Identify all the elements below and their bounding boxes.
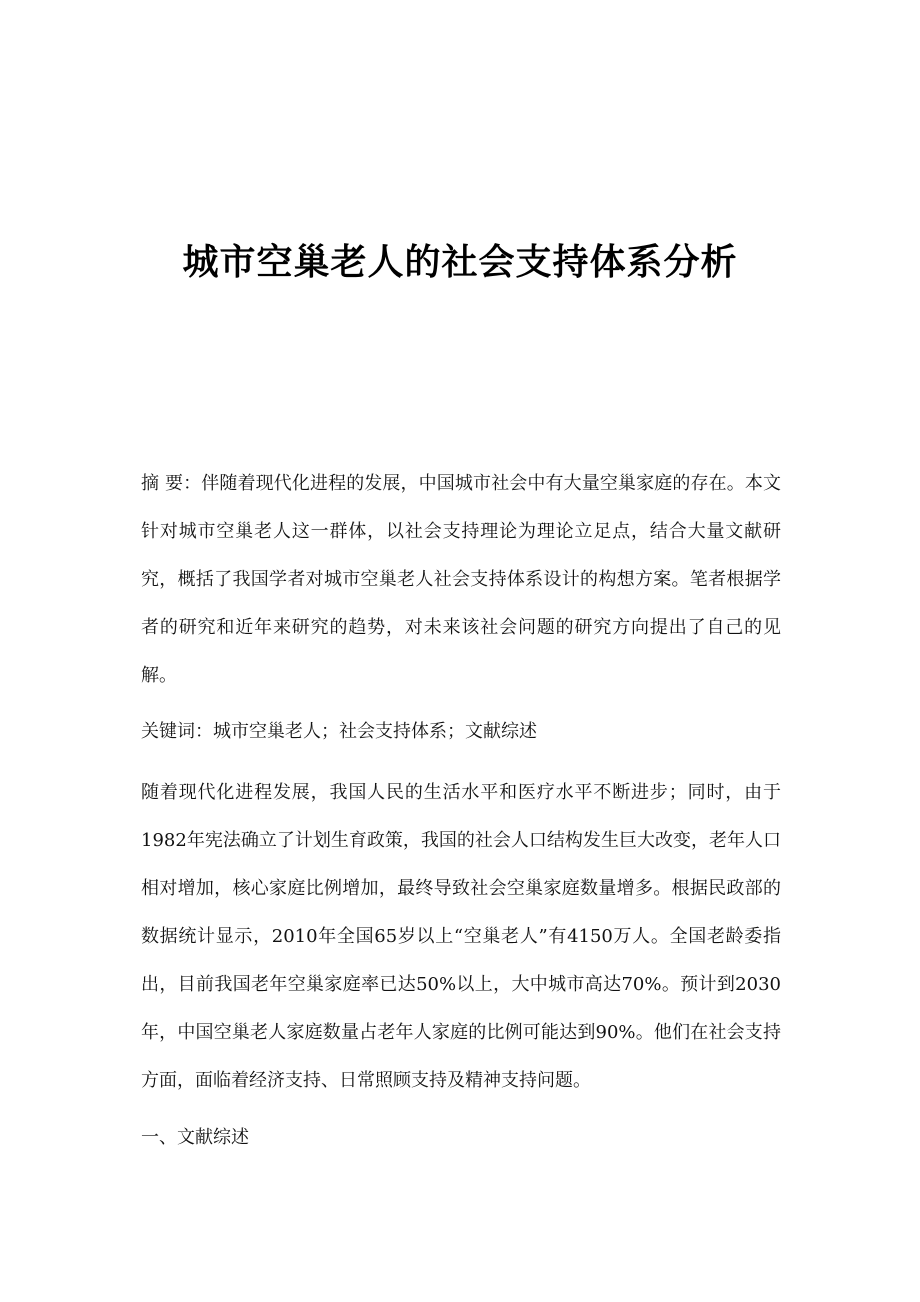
body-paragraph: 随着现代化进程发展，我国人民的生活水平和医疗水平不断进步；同时，由于1982年宪法确立了计划生育政策，我国的社会人口结构发生巨大改变，老年人口相对增加，核心家庭比例增加，最终导致社会空巢家庭数量增多。根据民政部的数据统计显示，2010年全国65岁以上“空巢老人”有4150万人。全国老龄委指出，目前我国老年空巢家庭率已达50%以上，大中城市高达70%。预计到2030年，中国空巢老人家庭数量占老年人家庭的比例可能达到90%。他们在社会支持方面，面临着经济支持、日常照顾支持及精神支持问题。: [141, 782, 781, 1091]
abstract-paragraph: 摘 要：伴随着现代化进程的发展，中国城市社会中有大量空巢家庭的存在。本文针对城市空巢老人这一群体，以社会支持理论为理论立足点，结合大量文献研究，概括了我国学者对城市空巢老人社会支持体系设计的构想方案。笔者根据学者的研究和近年来研究的趋势，对未来该社会问题的研究方向提出了自己的见解。: [141, 473, 781, 686]
document-title: 城市空巢老人的社会支持体系分析: [182, 241, 738, 284]
keywords-line: 关键词：城市空巢老人；社会支持体系；文献综述: [141, 721, 537, 742]
section-heading: 一、文献综述: [141, 1127, 249, 1148]
